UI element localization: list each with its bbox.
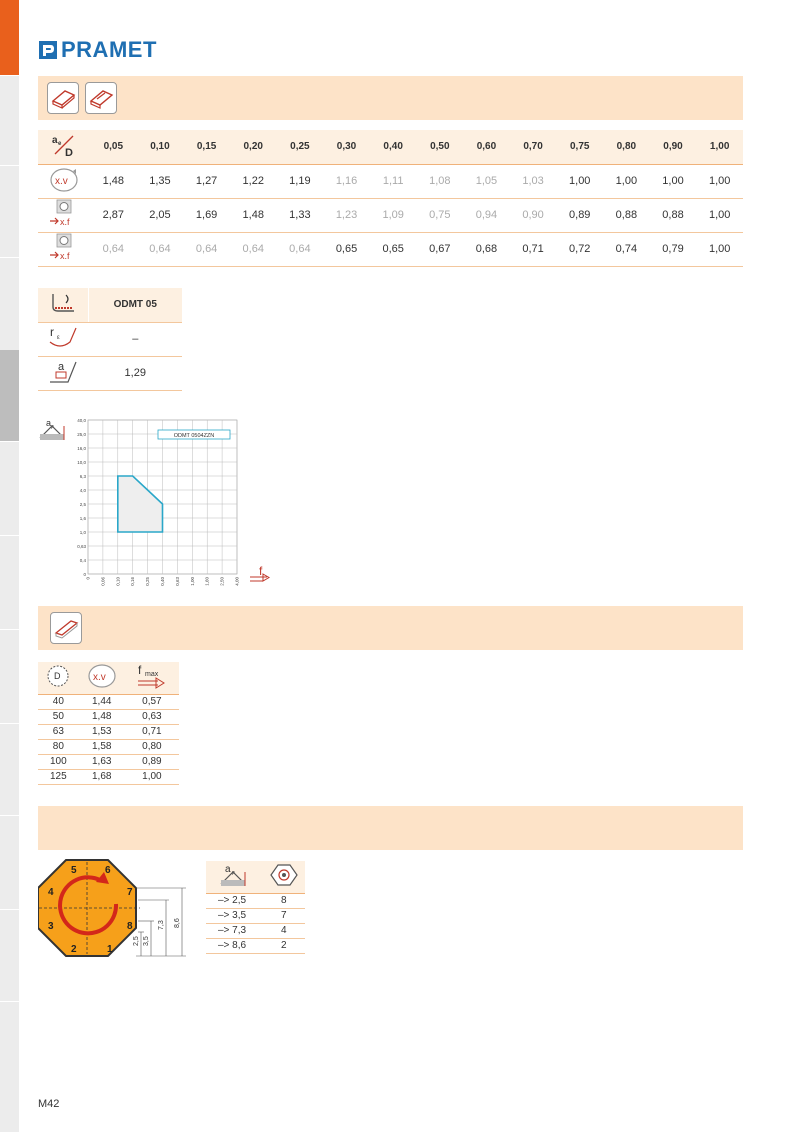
svg-text:a: a <box>225 864 231 876</box>
table-cell: 1,35 <box>137 164 184 198</box>
table-header-row <box>38 130 743 164</box>
table-cell: 1,44 <box>79 694 125 709</box>
table-cell: 0,57 <box>125 694 179 709</box>
dimension-label: 8,6 <box>174 918 181 928</box>
face-milling-icon <box>47 82 79 114</box>
chart-x-tick-label: 0,06 <box>100 577 106 586</box>
table-cell: 0,64 <box>137 232 184 266</box>
table-cell: –> 2,5 <box>206 893 263 908</box>
table-cell: 1,16 <box>323 164 370 198</box>
section-band-cutting-edges <box>38 806 743 850</box>
table-cell: 80 <box>38 739 79 754</box>
table-cell: 0,64 <box>230 232 277 266</box>
table-row <box>38 356 182 390</box>
dimension-label: 3,5 <box>143 936 150 946</box>
section-band-face-milling <box>38 76 743 120</box>
edge-label: 3 <box>48 921 54 932</box>
table-row <box>206 938 305 953</box>
table-row <box>38 232 743 266</box>
side-tab-strip <box>0 0 19 1132</box>
feed-factor-icon <box>38 198 90 232</box>
cutting-edges-icon <box>263 861 305 893</box>
column-header: 0,10 <box>137 130 184 164</box>
table-cell: 0,71 <box>125 724 179 739</box>
svg-text:ε: ε <box>56 334 60 341</box>
svg-text:f: f <box>137 663 142 678</box>
svg-text:f: f <box>259 564 263 578</box>
column-header: 0,25 <box>277 130 324 164</box>
pramet-logo-icon <box>38 40 58 60</box>
chart-x-tick-label: 1,00 <box>189 577 195 586</box>
table-cell: 0,88 <box>650 198 697 232</box>
table-cell: 0,65 <box>323 232 370 266</box>
table-cell: 1,03 <box>510 164 557 198</box>
chart-y-tick-label: 0,63 <box>77 544 86 549</box>
column-header: 1,00 <box>696 130 743 164</box>
chart-y-tick-label: 16,0 <box>77 446 86 451</box>
side-tab-current[interactable] <box>0 350 19 442</box>
table-cell: 1,53 <box>79 724 125 739</box>
table-cell: 1,63 <box>79 754 125 769</box>
max-feed-icon <box>125 662 179 694</box>
cutting-speed-factor-icon <box>38 164 90 198</box>
chart-y-tick-label: 0 <box>83 572 86 577</box>
table-cell: –> 8,6 <box>206 938 263 953</box>
table-cell: 63 <box>38 724 79 739</box>
table-cell: 0,80 <box>125 739 179 754</box>
table-cell: 1,58 <box>79 739 125 754</box>
table-cell: 1,00 <box>696 232 743 266</box>
chart-y-tick-label: 25,0 <box>77 432 86 437</box>
table-cell: 1,68 <box>79 769 125 784</box>
side-tab[interactable] <box>0 816 19 910</box>
table-cell: 0,67 <box>416 232 463 266</box>
side-tab-active[interactable] <box>0 0 19 76</box>
table-cell: 1,00 <box>556 164 603 198</box>
table-row <box>206 923 305 938</box>
chart-x-tick-label: 2,50 <box>219 577 225 586</box>
chart-x-ticks <box>86 577 240 586</box>
svg-text:p: p <box>232 870 236 877</box>
chart-x-tick-label: 0,40 <box>160 577 165 586</box>
table-cell: 0,63 <box>125 709 179 724</box>
table-cell: 1,48 <box>90 164 137 198</box>
edge-label: 8 <box>127 921 133 932</box>
side-tab[interactable] <box>0 630 19 724</box>
brand-logo <box>38 37 157 63</box>
chart-y-tick-label: 0,4 <box>79 558 86 563</box>
column-header: 0,30 <box>323 130 370 164</box>
chart-x-tick-label: 0,25 <box>145 577 151 586</box>
svg-text:x.f: x.f <box>60 250 70 261</box>
table-cell: 0,94 <box>463 198 510 232</box>
table-cell: 0,64 <box>183 232 230 266</box>
svg-text:e: e <box>58 141 62 148</box>
table-cell: 1,09 <box>370 198 417 232</box>
table-cell: 1,48 <box>79 709 125 724</box>
column-header: 0,15 <box>183 130 230 164</box>
chart-x-tick-label: 0,16 <box>130 577 136 586</box>
table-cell: 2,05 <box>137 198 184 232</box>
chart-y-tick-label: 1,0 <box>79 530 86 535</box>
side-tab[interactable] <box>0 724 19 816</box>
chart-y-tick-label: 10,0 <box>77 460 86 465</box>
table-row <box>38 709 179 724</box>
table-cell: –> 7,3 <box>206 923 263 938</box>
application-range-chart <box>60 413 275 590</box>
edge-label: 7 <box>127 887 133 898</box>
table-cell: 1,19 <box>277 164 324 198</box>
edge-label: 2 <box>71 944 77 955</box>
corner-radius-icon <box>38 322 88 356</box>
table-cell: 8 <box>263 893 305 908</box>
table-cell: 2,87 <box>90 198 137 232</box>
table-cell: 0,71 <box>510 232 557 266</box>
table-cell: 0,75 <box>416 198 463 232</box>
chart-legend-text: ODMT 0504ZZN <box>173 433 215 439</box>
chart-y-ticks <box>77 418 86 577</box>
table-cell: 0,64 <box>277 232 324 266</box>
cutting-data-table <box>38 130 743 267</box>
chart-x-axis-label <box>250 564 269 581</box>
table-row <box>38 739 179 754</box>
slot-milling-icon <box>50 612 82 644</box>
diameter-factor-table <box>38 662 179 785</box>
insert-geometry-table <box>38 288 182 391</box>
edge-label: 4 <box>48 887 54 898</box>
chart-y-tick-label: 6,3 <box>79 474 86 479</box>
table-cell: 0,74 <box>603 232 650 266</box>
table-row <box>38 322 182 356</box>
section-band-slot-milling <box>38 606 743 650</box>
insert-corner-icon <box>38 288 88 322</box>
side-tab[interactable] <box>0 910 19 1002</box>
chart-y-tick-label: 40,0 <box>77 418 86 423</box>
chart-x-tick-label: 0,63 <box>174 577 180 586</box>
table-cell: –> 3,5 <box>206 908 263 923</box>
table-cell: 1,00 <box>603 164 650 198</box>
table-cell: 0,64 <box>90 232 137 266</box>
table-cell: 0,90 <box>510 198 557 232</box>
diameter-icon <box>38 662 79 694</box>
chamfer-icon <box>38 356 88 390</box>
table-header-row <box>206 861 305 893</box>
svg-text:a: a <box>46 418 52 428</box>
table-cell: 1,48 <box>230 198 277 232</box>
table-row <box>38 769 179 784</box>
table-cell: 1,05 <box>463 164 510 198</box>
table-row <box>38 198 743 232</box>
column-header: 0,75 <box>556 130 603 164</box>
table-cell: 0,88 <box>603 198 650 232</box>
table-cell: 1,33 <box>277 198 324 232</box>
table-row <box>206 893 305 908</box>
table-header-row <box>38 288 182 322</box>
column-header: 0,50 <box>416 130 463 164</box>
depth-of-cut-icon <box>206 861 263 893</box>
table-cell: 1,27 <box>183 164 230 198</box>
insert-name: ODMT 05 <box>88 288 182 322</box>
table-cell: 125 <box>38 769 79 784</box>
svg-text:x.v: x.v <box>55 175 68 187</box>
table-cell: 0,72 <box>556 232 603 266</box>
column-header: 0,40 <box>370 130 417 164</box>
chart-legend <box>158 430 230 439</box>
dimension-label: 7,3 <box>158 920 165 930</box>
svg-text:D: D <box>54 671 61 682</box>
table-cell: 2 <box>263 938 305 953</box>
svg-text:D: D <box>65 147 73 159</box>
edge-label: 1 <box>107 944 113 955</box>
column-header: 0,90 <box>650 130 697 164</box>
table-row <box>38 694 179 709</box>
side-tab[interactable] <box>0 166 19 258</box>
table-cell: 1,00 <box>696 164 743 198</box>
page-number: M42 <box>38 1098 60 1110</box>
chart-x-tick-label: 0 <box>85 577 91 580</box>
table-cell: 7 <box>263 908 305 923</box>
table-cell: 50 <box>38 709 79 724</box>
table-cell: 0,89 <box>556 198 603 232</box>
chamfer-value: 1,29 <box>88 356 182 390</box>
corner-radius-value: – <box>88 322 182 356</box>
table-cell: 1,00 <box>650 164 697 198</box>
table-row <box>206 908 305 923</box>
brand-name: PRAMET <box>61 37 157 62</box>
table-header-row <box>38 662 179 694</box>
table-cell: 100 <box>38 754 79 769</box>
chart-grid <box>88 420 237 574</box>
table-cell: 1,69 <box>183 198 230 232</box>
column-header: 0,60 <box>463 130 510 164</box>
chart-x-tick-label: 4,00 <box>234 577 240 586</box>
side-tab[interactable] <box>0 536 19 630</box>
chart-y-tick-label: 1,6 <box>79 516 86 521</box>
svg-text:a: a <box>57 360 64 373</box>
octagon-edge-diagram <box>38 858 188 958</box>
column-header: 0,70 <box>510 130 557 164</box>
chart-x-tick-label: 1,60 <box>204 577 210 586</box>
chart-y-tick-label: 4,0 <box>79 488 86 493</box>
table-cell: 4 <box>263 923 305 938</box>
svg-text:r: r <box>49 324 54 339</box>
table-cell: 1,23 <box>323 198 370 232</box>
side-tab[interactable] <box>0 442 19 536</box>
svg-text:max: max <box>144 671 159 679</box>
edge-label: 5 <box>71 865 77 876</box>
table-cell: 0,65 <box>370 232 417 266</box>
chart-x-tick-label: 0,10 <box>115 577 121 586</box>
svg-text:x.f: x.f <box>60 216 70 227</box>
table-cell: 1,08 <box>416 164 463 198</box>
feed-factor-icon <box>38 232 90 266</box>
table-cell: 1,22 <box>230 164 277 198</box>
svg-text:a: a <box>52 135 58 147</box>
table-cell: 1,00 <box>125 769 179 784</box>
table-row <box>38 724 179 739</box>
column-header: 0,20 <box>230 130 277 164</box>
edges-per-depth-table <box>206 861 305 954</box>
shoulder-milling-icon <box>85 82 117 114</box>
table-row <box>38 754 179 769</box>
table-cell: 1,00 <box>696 198 743 232</box>
table-cell: 0,89 <box>125 754 179 769</box>
dimension-label: 2,5 <box>133 936 140 946</box>
column-header: 0,05 <box>90 130 137 164</box>
cutting-speed-factor-icon <box>79 662 125 694</box>
chart-y-tick-label: 2,5 <box>79 502 86 507</box>
table-cell: 0,79 <box>650 232 697 266</box>
table-cell: 1,11 <box>370 164 417 198</box>
side-tab[interactable] <box>0 76 19 166</box>
edge-label: 6 <box>105 865 111 876</box>
table-row <box>38 164 743 198</box>
column-header: 0,80 <box>603 130 650 164</box>
svg-text:x.v: x.v <box>92 672 106 684</box>
ae-over-d-icon <box>38 130 90 164</box>
table-cell: 0,68 <box>463 232 510 266</box>
svg-text:p: p <box>51 424 54 430</box>
table-cell: 40 <box>38 694 79 709</box>
